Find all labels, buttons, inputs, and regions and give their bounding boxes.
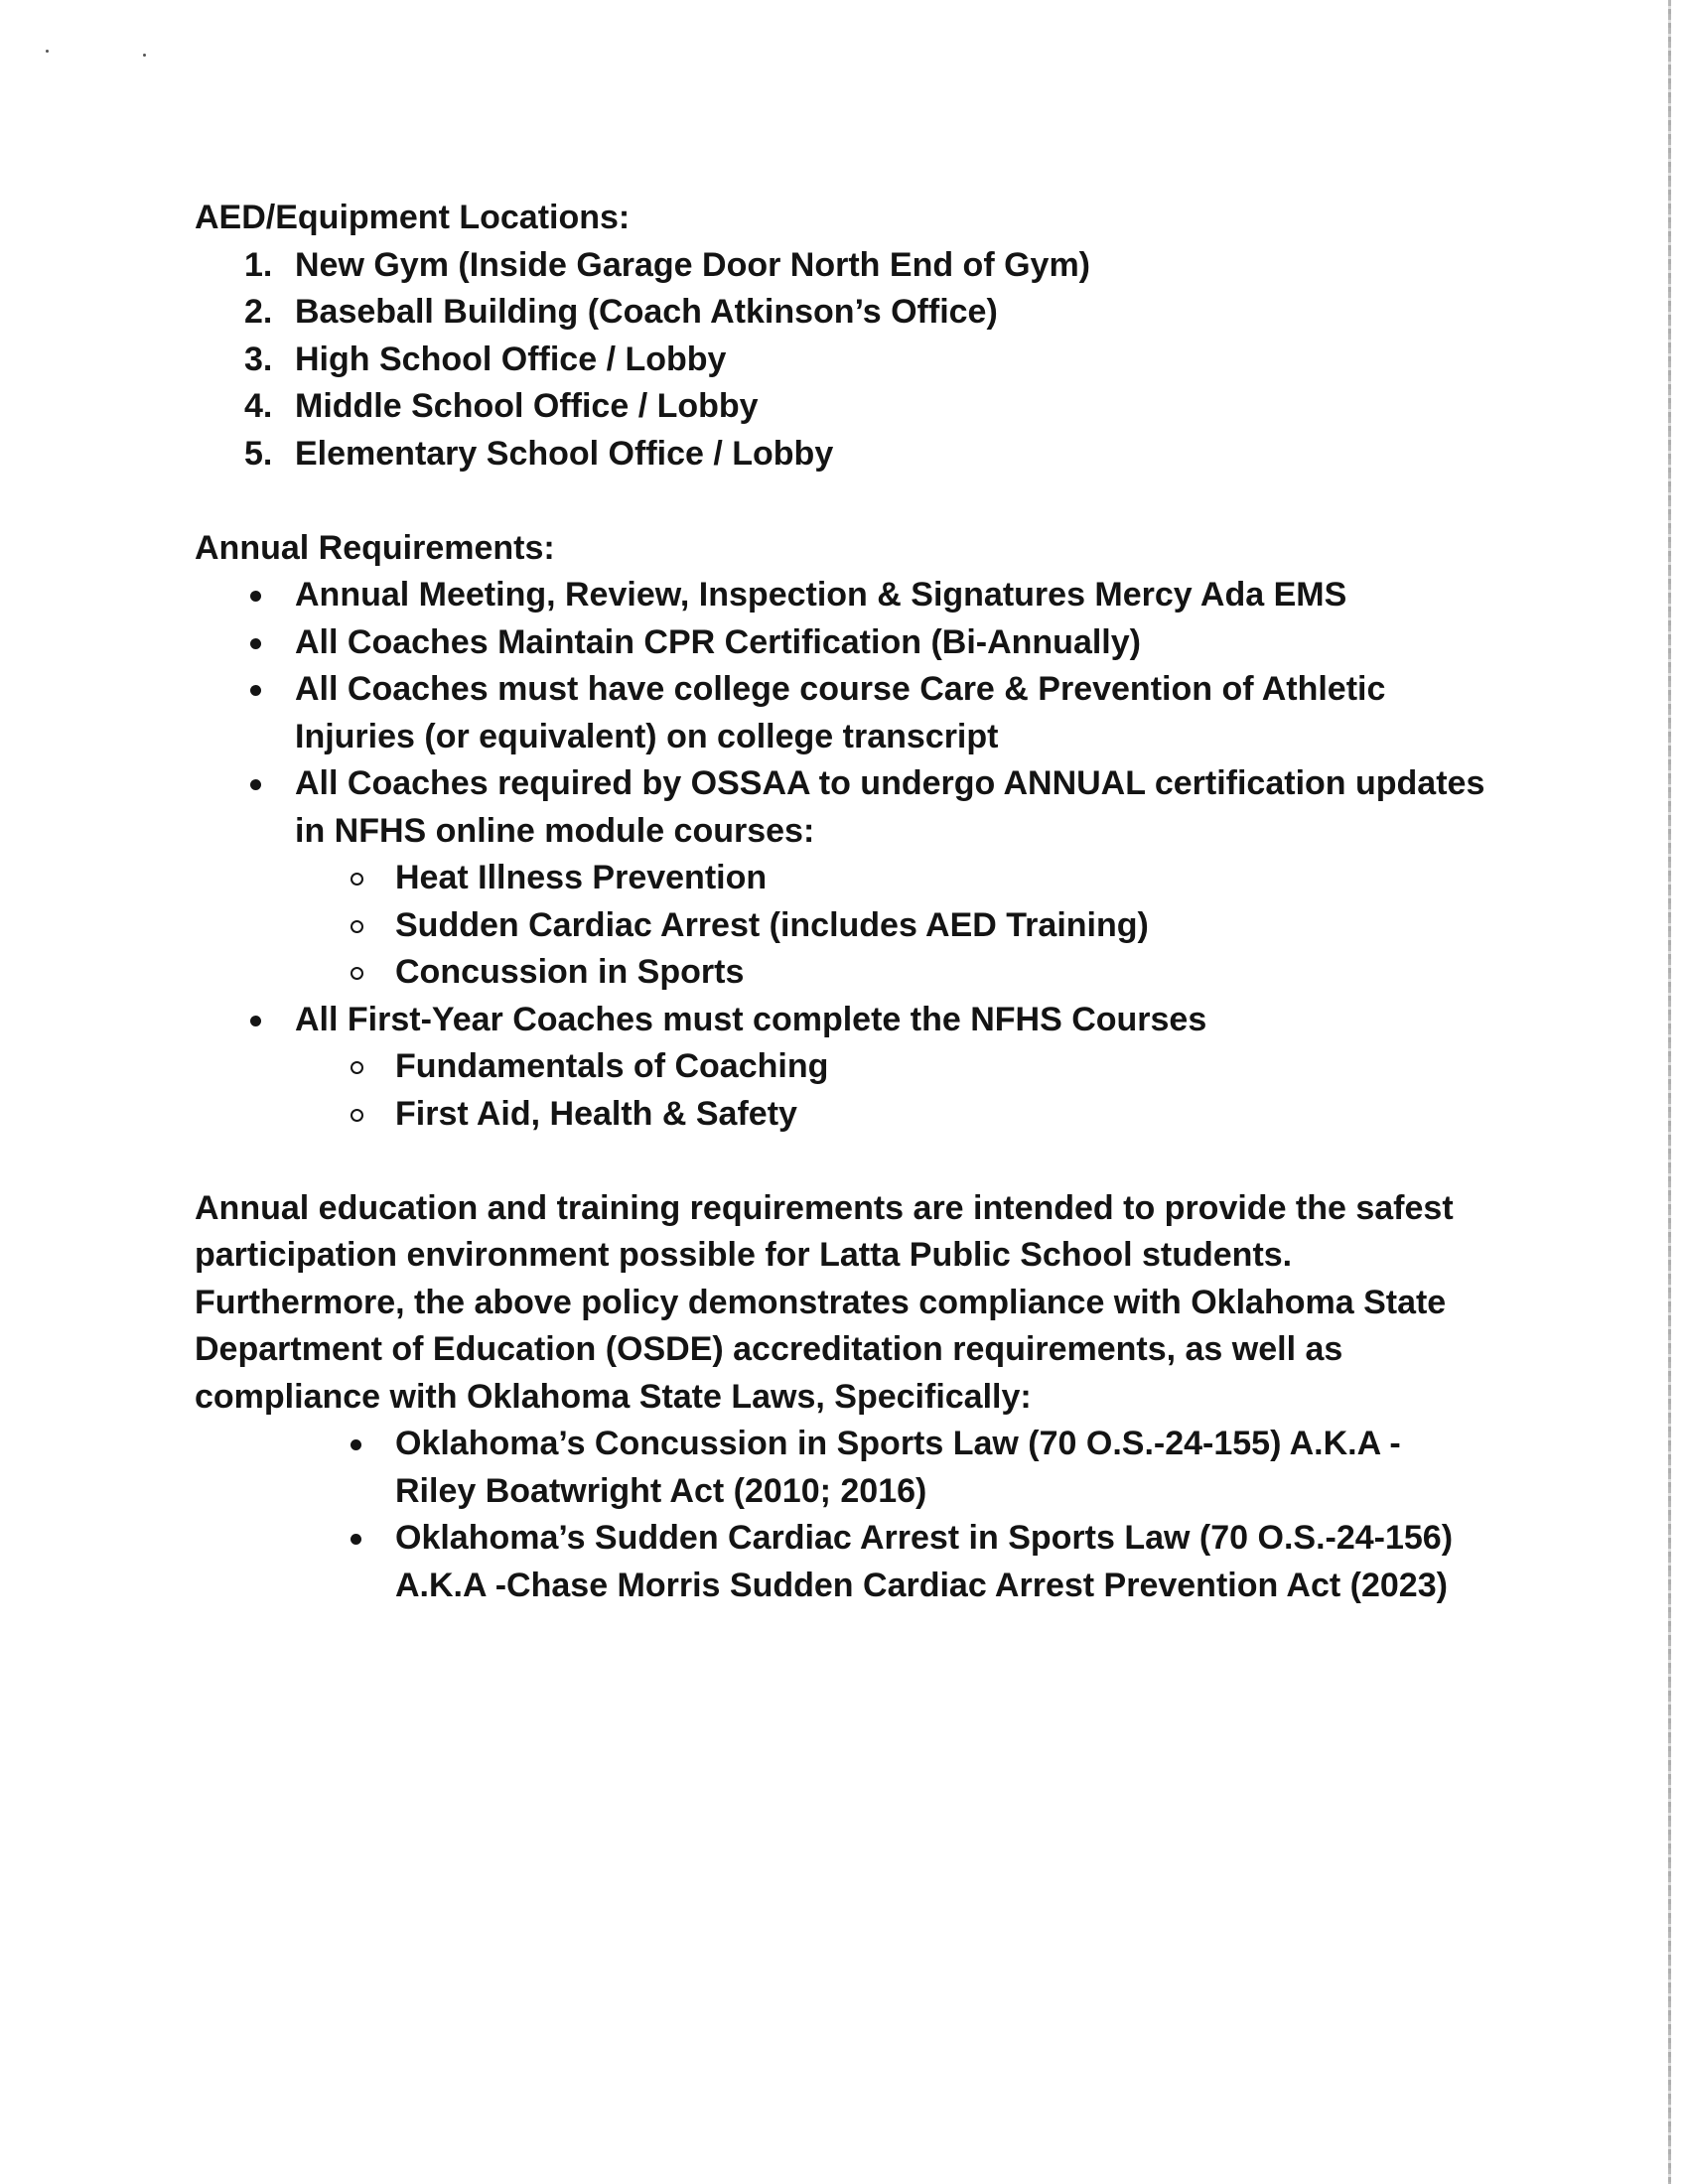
list-item [195,289,1485,337]
list-item-text: All Coaches Maintain CPR Certification (Bi-Annually) [295,622,1141,661]
list-item-text: Sudden Cardiac Arrest (includes AED Training) [395,905,1149,944]
list-item [195,997,1485,1139]
list-number: 1. [244,245,273,284]
first-year-courses-list [295,1043,1485,1138]
list-item-text: High School Office / Lobby [295,340,727,378]
list-number: 4. [244,387,273,425]
list-item-text: Middle School Office / Lobby [295,387,759,425]
list-item [295,949,1485,997]
closing-paragraph: Annual education and training requirements are intended to provide the safest participation environment possible for Latta Public School students. Furthermore, the above policy demonstrates compliance with Oklahoma State Department of Education (OSDE) accreditation requirements, as well as compliance with Oklahoma State Laws, Specifically: [195,1188,1454,1416]
list-item-text: All Coaches must have college course Care & Prevention of Athletic Injuries (or equivalent) on college transcript [295,670,1386,755]
list-item [195,383,1485,431]
list-item [295,855,1485,902]
list-item [195,242,1485,290]
list-item-text: Oklahoma’s Sudden Cardiac Arrest in Sports Law (70 O.S.-24-156) A.K.A -Chase Morris Sudden Cardiac Arrest Prevention Act (2023) [395,1519,1454,1604]
bullet-icon [250,779,261,790]
list-number: 3. [244,340,273,378]
list-item-text: All Coaches required by OSSAA to undergo ANNUAL certification updates in NFHS online module courses: [295,764,1485,850]
list-item [295,1091,1485,1139]
ossaa-courses-list [295,855,1485,997]
bullet-icon [250,591,261,602]
bullet-icon [351,1534,361,1545]
hollow-bullet-icon [351,1109,363,1122]
scan-edge [1668,0,1671,2184]
list-item [295,1421,1485,1515]
list-item [295,902,1485,950]
list-item [195,760,1485,997]
section-gap [195,478,1485,525]
bullet-icon [351,1439,361,1450]
list-item-text: Annual Meeting, Review, Inspection & Signatures Mercy Ada EMS [295,576,1347,614]
scan-speck [46,50,49,53]
bullet-icon [250,1016,261,1026]
list-item [195,666,1485,760]
hollow-bullet-icon [351,920,363,933]
bullet-icon [250,685,261,696]
hollow-bullet-icon [351,1061,363,1074]
list-item [295,1043,1485,1091]
document-body [195,195,1485,1609]
aed-locations-list [195,242,1485,478]
list-item-text: Baseball Building (Coach Atkinson’s Office) [295,293,998,331]
annual-requirements-list [195,572,1485,1138]
list-item [195,619,1485,667]
list-item-text: Heat Illness Prevention [395,859,768,896]
list-item-text: Concussion in Sports [395,953,745,991]
list-item-text: Oklahoma’s Concussion in Sports Law (70 O.S.-24-155) A.K.A - Riley Boatwright Act (2010; 2016) [395,1425,1401,1510]
list-item-text: Fundamentals of Coaching [395,1047,829,1085]
list-number: 5. [244,434,273,473]
section-gap [195,1138,1485,1185]
scan-speck [143,54,146,57]
list-item [195,431,1485,478]
list-item-text: All First-Year Coaches must complete the NFHS Courses [295,1000,1207,1038]
bullet-icon [250,638,261,649]
list-item-text: First Aid, Health & Safety [395,1094,797,1133]
annual-requirements-heading: Annual Requirements: [195,528,555,567]
aed-locations-heading: AED/Equipment Locations: [195,199,631,236]
list-item [195,337,1485,384]
list-item-text: New Gym (Inside Garage Door North End of Gym) [295,245,1090,284]
list-item [295,1515,1485,1609]
hollow-bullet-icon [351,967,363,980]
list-item-text: Elementary School Office / Lobby [295,434,834,473]
list-number: 2. [244,293,273,331]
list-item [195,572,1485,619]
state-laws-list [195,1421,1485,1609]
hollow-bullet-icon [351,873,363,886]
